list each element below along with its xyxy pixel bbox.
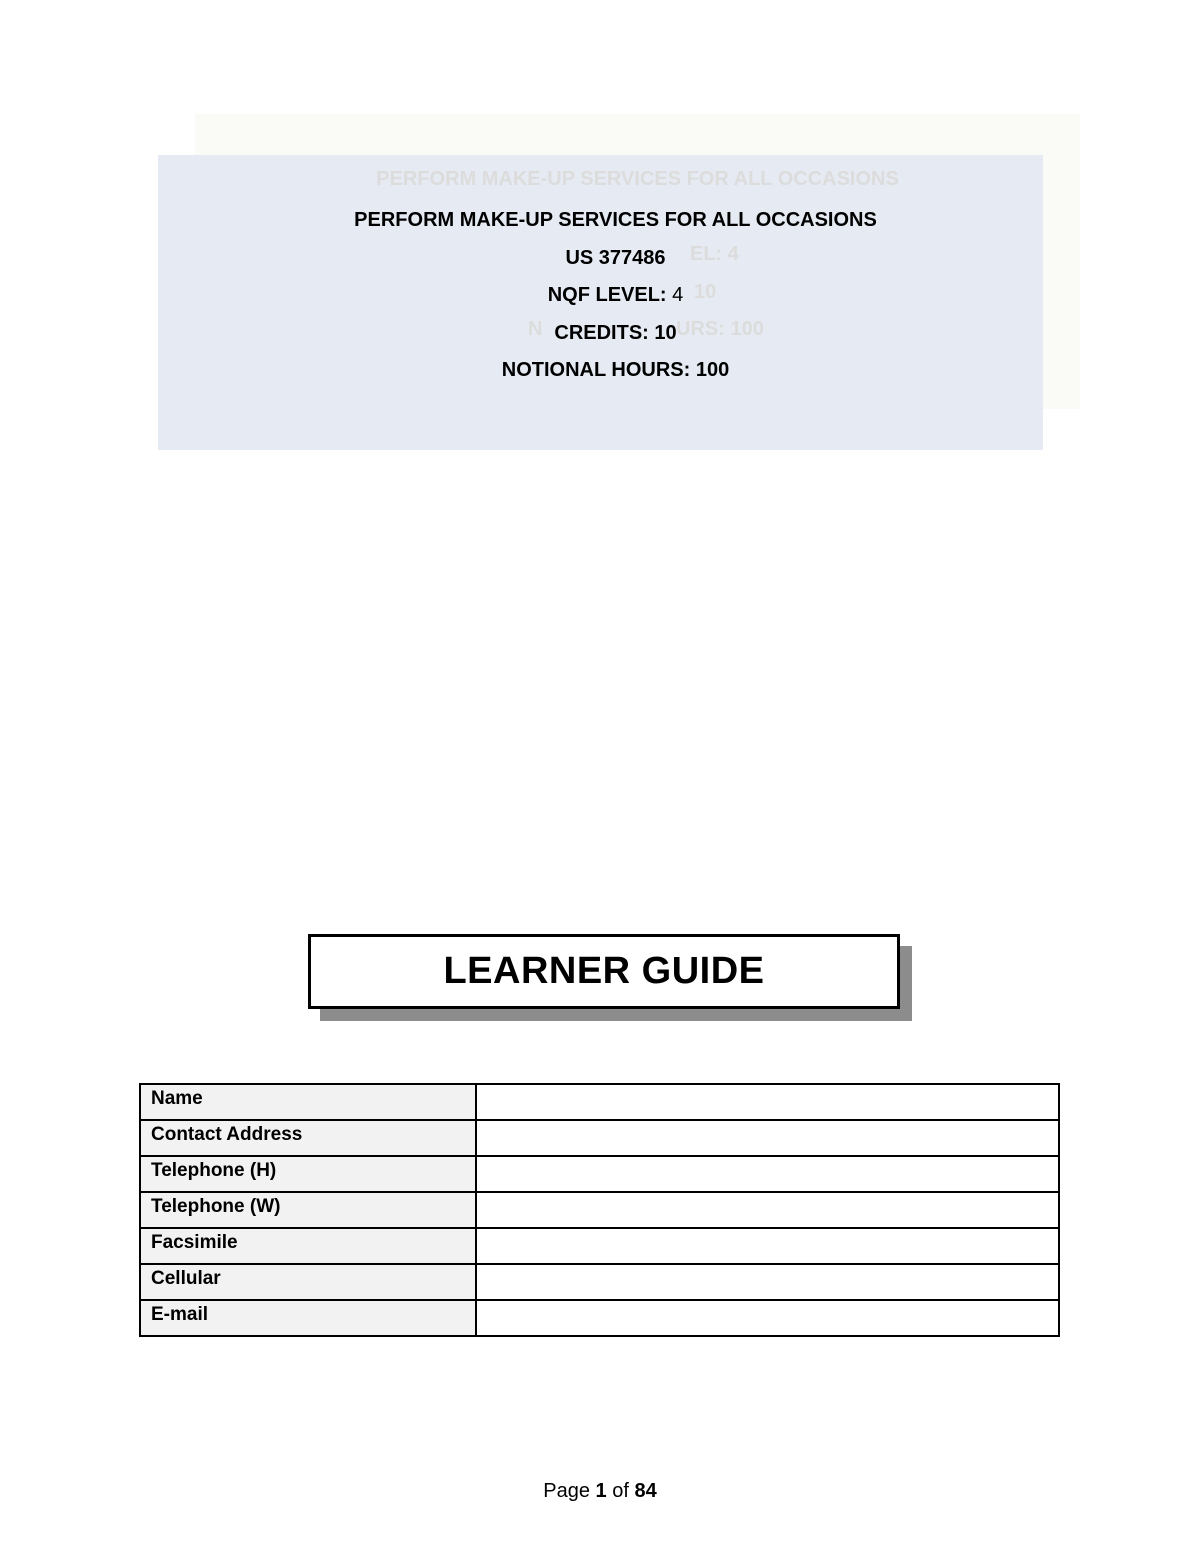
ghost-hours-fragment-tail: URS: 100 [676,318,764,340]
table-row [140,1120,1059,1156]
table-row [140,1264,1059,1300]
total-pages: 84 [634,1480,657,1502]
name-field[interactable] [476,1084,1059,1120]
table-row [140,1300,1059,1336]
page-number [0,1480,1200,1503]
unit-standard-number: US 377486 [565,247,666,269]
row-label-contact-address: Contact Address [140,1120,476,1156]
ghost-credits-fragment: 10 [694,281,717,303]
row-label-name: Name [140,1084,476,1120]
ghost-title: PERFORM MAKE-UP SERVICES FOR ALL OCCASIONS [376,168,899,190]
row-label-email: E-mail [140,1300,476,1336]
table-row [140,1156,1059,1192]
nqf-level-value: 4 [672,284,684,306]
nqf-level [158,283,1073,307]
table-row [140,1228,1059,1264]
row-label-telephone-home: Telephone (H) [140,1156,476,1192]
row-label-telephone-work: Telephone (W) [140,1192,476,1228]
ghost-level-fragment: EL: 4 [690,243,739,265]
telephone-home-field[interactable] [476,1156,1059,1192]
credits: CREDITS: 10 [554,322,677,344]
page-word: Page [543,1480,590,1502]
learner-details-table [139,1083,1060,1337]
table-row [140,1084,1059,1120]
table-row [140,1192,1059,1228]
learner-guide-box [308,934,900,1009]
row-label-facsimile: Facsimile [140,1228,476,1264]
row-label-cellular: Cellular [140,1264,476,1300]
notional-hours: NOTIONAL HOURS: 100 [501,359,730,381]
cellular-field[interactable] [476,1264,1059,1300]
facsimile-field[interactable] [476,1228,1059,1264]
unit-title: PERFORM MAKE-UP SERVICES FOR ALL OCCASIONS [354,209,877,231]
learner-guide-label: LEARNER GUIDE [443,950,765,992]
of-word: of [612,1480,629,1502]
email-field[interactable] [476,1300,1059,1336]
current-page: 1 [595,1480,607,1502]
telephone-work-field[interactable] [476,1192,1059,1228]
contact-address-field[interactable] [476,1120,1059,1156]
ghost-hours-fragment: N [528,318,543,340]
nqf-level-label: NQF LEVEL: [547,284,667,306]
